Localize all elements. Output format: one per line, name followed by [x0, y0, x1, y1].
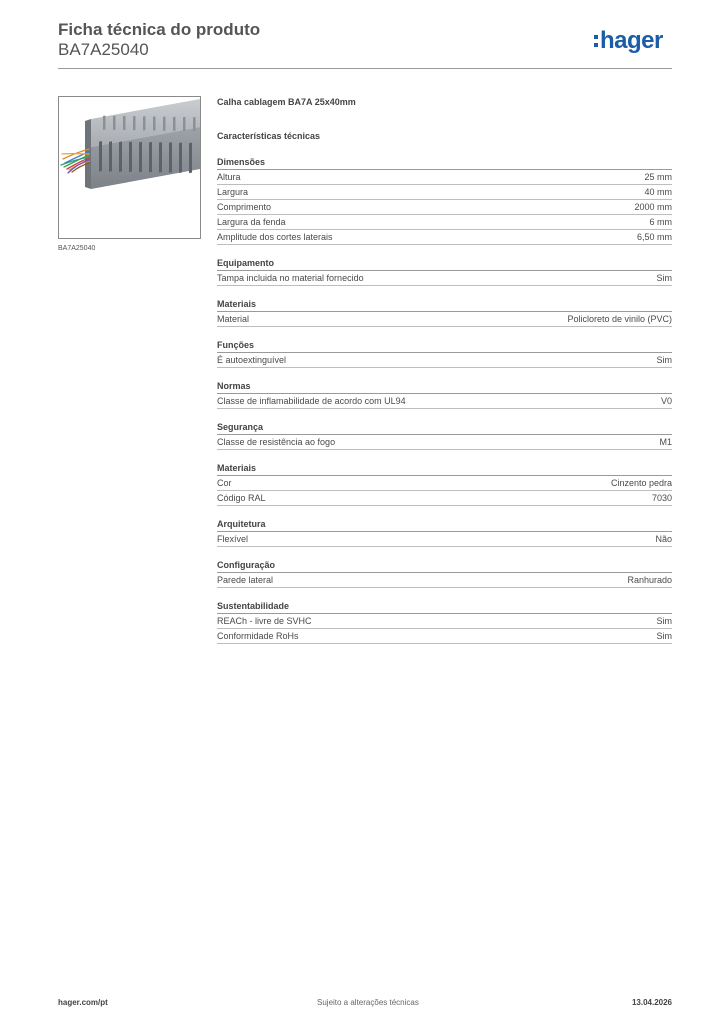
spec-group [217, 600, 672, 644]
spec-row [217, 476, 672, 491]
spec-group-title: Configuração [217, 559, 672, 573]
product-code: BA7A25040 [58, 40, 149, 59]
spec-group-title: Equipamento [217, 257, 672, 271]
spec-group [217, 559, 672, 588]
spec-group [217, 462, 672, 506]
spec-label: Comprimento [217, 202, 272, 212]
spec-label: REACh - livre de SVHC [217, 616, 312, 626]
header-divider [58, 68, 672, 69]
spec-group [217, 518, 672, 547]
spec-group [217, 421, 672, 450]
spec-value: Sim [656, 273, 672, 283]
spec-value: 6 mm [649, 217, 672, 227]
spec-row [217, 614, 672, 629]
spec-value: Cinzento pedra [610, 478, 672, 488]
spec-group-title: Dimensões [217, 156, 672, 170]
spec-label: Material [217, 314, 250, 324]
spec-row [217, 573, 672, 588]
cable-trunking-image [59, 97, 200, 238]
spec-row [217, 185, 672, 200]
spec-value: 2000 mm [634, 202, 672, 212]
footer-notice: Sujeito a alterações técnicas [317, 998, 419, 1007]
spec-label: Classe de inflamabilidade de acordo com UL94 [217, 396, 406, 406]
spec-label: Classe de resistência ao fogo [217, 437, 336, 447]
hager-logo [594, 29, 663, 53]
spec-value: Não [655, 534, 672, 544]
spec-label: Cor [217, 478, 232, 488]
tech-heading: Características técnicas [217, 131, 321, 141]
spec-label: Largura [217, 187, 249, 197]
spec-label: Conformidade RoHs [217, 631, 299, 641]
spec-value: Sim [656, 616, 672, 626]
footer-website: hager.com/pt [58, 998, 108, 1007]
spec-content [217, 96, 672, 644]
logo-text: hager [600, 27, 663, 54]
spec-row [217, 629, 672, 644]
product-image [58, 96, 201, 239]
spec-value: 7030 [651, 493, 672, 503]
spec-groups [217, 156, 672, 644]
page-title: Ficha técnica do produto [58, 20, 261, 39]
spec-row [217, 312, 672, 327]
spec-value: M1 [659, 437, 672, 447]
spec-label: Flexível [217, 534, 249, 544]
spec-row [217, 200, 672, 215]
spec-row [217, 215, 672, 230]
spec-value: V0 [660, 396, 672, 406]
spec-group-title: Arquitetura [217, 518, 672, 532]
footer-date: 13.04.2026 [631, 998, 672, 1007]
logo-dots-icon [594, 34, 599, 48]
product-name: Calha cablagem BA7A 25x40mm [217, 97, 356, 107]
spec-value: Policloreto de vinilo (PVC) [567, 314, 672, 324]
spec-row [217, 230, 672, 245]
spec-value: 6,50 mm [636, 232, 672, 242]
spec-value: Sim [656, 631, 672, 641]
spec-group-title: Funções [217, 339, 672, 353]
spec-row [217, 170, 672, 185]
spec-group [217, 257, 672, 286]
spec-group-title: Materiais [217, 298, 672, 312]
spec-label: Largura da fenda [217, 217, 286, 227]
spec-label: Altura [217, 172, 241, 182]
spec-group-title: Materiais [217, 462, 672, 476]
image-caption: BA7A25040 [58, 245, 96, 252]
spec-row [217, 353, 672, 368]
spec-group [217, 298, 672, 327]
spec-label: Código RAL [217, 493, 266, 503]
spec-group [217, 339, 672, 368]
spec-label: Parede lateral [217, 575, 274, 585]
spec-row [217, 435, 672, 450]
spec-value: Sim [656, 355, 672, 365]
spec-row [217, 271, 672, 286]
spec-group-title: Normas [217, 380, 672, 394]
spec-row [217, 532, 672, 547]
spec-row [217, 394, 672, 409]
spec-value: 25 mm [644, 172, 672, 182]
spec-group [217, 380, 672, 409]
spec-group-title: Segurança [217, 421, 672, 435]
spec-row [217, 491, 672, 506]
spec-group [217, 156, 672, 245]
spec-group-title: Sustentabilidade [217, 600, 672, 614]
spec-label: É autoextinguível [217, 355, 287, 365]
spec-label: Tampa incluida no material fornecido [217, 273, 364, 283]
spec-value: 40 mm [644, 187, 672, 197]
spec-value: Ranhurado [627, 575, 672, 585]
spec-label: Amplitude dos cortes laterais [217, 232, 333, 242]
